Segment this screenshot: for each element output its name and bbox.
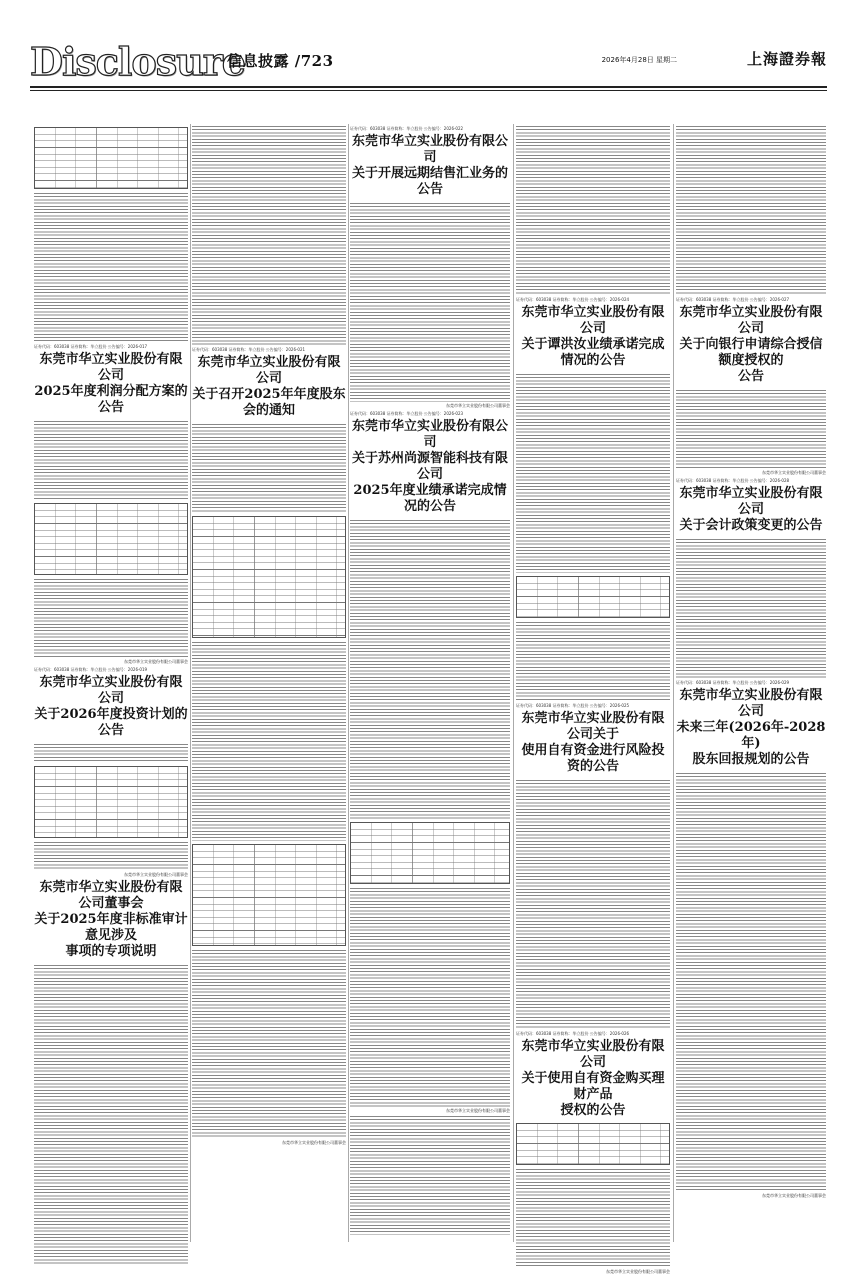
column-2 <box>192 124 346 1147</box>
column-divider <box>348 124 349 1242</box>
date-line: 2026年4月28日 星期二 <box>601 56 677 64</box>
article-body <box>192 949 346 1139</box>
column-divider <box>673 124 674 1242</box>
article-title: 东莞市华立实业股份有限公司 未来三年(2026年-2028年) 股东回报规划的公告 <box>676 688 826 767</box>
article-title: 东莞市华立实业股份有限公司 关于谭洪汝业绩承诺完成情况的公告 <box>521 305 665 368</box>
announcement-code: 证券代码：603038 证券简称：华立股份 公告编号：2026-028 <box>676 478 790 483</box>
data-table <box>34 503 188 575</box>
article-body <box>350 1115 510 1235</box>
signature: 东莞市华立实业股份有限公司董事会 <box>282 1140 346 1145</box>
article-body <box>350 519 510 819</box>
article-body <box>192 423 346 513</box>
article-title: 东莞市华立实业股份有限公司 关于向银行申请综合授信额度授权的 公告 <box>679 305 823 384</box>
article-body <box>516 1168 670 1268</box>
announcement-code: 证券代码：603038 证券简称：华立股份 公告编号：2026-023 <box>350 411 464 416</box>
column-3 <box>350 124 510 1236</box>
article-title: 东莞市华立实业股份有限公司 关于召开2025年年度股东会的通知 <box>192 355 346 418</box>
article-body <box>192 641 346 841</box>
article-body <box>516 373 670 573</box>
newspaper-logo: 上海證券報 <box>746 50 827 68</box>
signature: 东莞市华立实业股份有限公司董事会 <box>124 659 188 664</box>
article-title: 东莞市华立实业股份有限公司董事会 关于2025年度非标准审计意见涉及 事项的专项说明 <box>34 880 188 959</box>
signature: 东莞市华立实业股份有限公司董事会 <box>606 1269 670 1274</box>
header-rule <box>30 86 827 88</box>
announcement-code: 证券代码：603038 证券简称：华立股份 公告编号：2026-024 <box>516 297 630 302</box>
data-table <box>516 1123 670 1165</box>
article-body <box>516 125 670 295</box>
article-title: 东莞市华立实业股份有限公司 关于开展远期结售汇业务的公告 <box>351 134 508 197</box>
article-body <box>34 420 188 500</box>
article-body <box>34 192 188 342</box>
article-body <box>192 125 346 345</box>
article-body <box>34 578 188 658</box>
column-5 <box>676 124 826 1200</box>
article-body <box>34 743 188 763</box>
column-divider <box>190 124 191 1242</box>
signature: 东莞市华立实业股份有限公司董事会 <box>446 1108 510 1113</box>
article-body <box>34 841 188 871</box>
data-table <box>34 127 188 189</box>
article-title: 东莞市华立实业股份有限公司 2025年度利润分配方案的公告 <box>34 352 188 415</box>
article-body <box>516 621 670 701</box>
article-body <box>676 389 826 469</box>
article-title: 东莞市华立实业股份有限公司 关于苏州尚源智能科技有限公司 2025年度业绩承诺完成情况的公告 <box>351 419 508 514</box>
header-rule-thin <box>30 90 827 91</box>
article-body <box>34 964 188 1264</box>
data-table <box>192 516 346 638</box>
announcement-code: 证券代码：603038 证券简称：华立股份 公告编号：2026-029 <box>676 680 790 685</box>
article-body <box>350 887 510 1107</box>
article-body <box>676 125 826 295</box>
announcement-code: 证券代码：603038 证券简称：华立股份 公告编号：2026-017 <box>34 344 148 349</box>
column-divider <box>513 124 514 1242</box>
data-table <box>34 766 188 838</box>
data-table <box>350 822 510 884</box>
data-table <box>192 844 346 946</box>
article-title: 东莞市华立实业股份有限公司关于 使用自有资金进行风险投资的公告 <box>521 711 665 774</box>
article-body <box>516 779 670 1029</box>
article-title: 东莞市华立实业股份有限公司 关于会计政策变更的公告 <box>679 486 823 533</box>
announcement-code: 证券代码：603038 证券简称：华立股份 公告编号：2026-027 <box>676 297 790 302</box>
announcement-code: 证券代码：603038 证券简称：华立股份 公告编号：2026-019 <box>34 667 148 672</box>
signature: 东莞市华立实业股份有限公司董事会 <box>762 1193 826 1198</box>
column-1 <box>34 124 188 1265</box>
brand-logo: Disclosure <box>30 39 245 84</box>
announcement-code: 证券代码：603038 证券简称：华立股份 公告编号：2026-021 <box>192 347 306 352</box>
column-4 <box>516 124 670 1276</box>
section-title: 信息披露 /723 <box>227 52 334 70</box>
signature: 东莞市华立实业股份有限公司董事会 <box>124 872 188 877</box>
signature: 东莞市华立实业股份有限公司董事会 <box>762 470 826 475</box>
signature: 东莞市华立实业股份有限公司董事会 <box>446 403 510 408</box>
announcement-code: 证券代码：603038 证券简称：华立股份 公告编号：2026-026 <box>516 1031 630 1036</box>
data-table <box>516 576 670 618</box>
masthead <box>30 40 827 84</box>
announcement-code: 证券代码：603038 证券简称：华立股份 公告编号：2026-025 <box>516 703 630 708</box>
announcement-code: 证券代码：603038 证券简称：华立股份 公告编号：2026-022 <box>350 126 464 131</box>
article-title: 东莞市华立实业股份有限公司 关于使用自有资金购买理财产品 授权的公告 <box>521 1039 665 1118</box>
article-body <box>676 772 826 1192</box>
article-body <box>350 202 510 402</box>
article-title: 东莞市华立实业股份有限公司 关于2026年度投资计划的公告 <box>34 675 188 738</box>
article-body <box>676 538 826 678</box>
